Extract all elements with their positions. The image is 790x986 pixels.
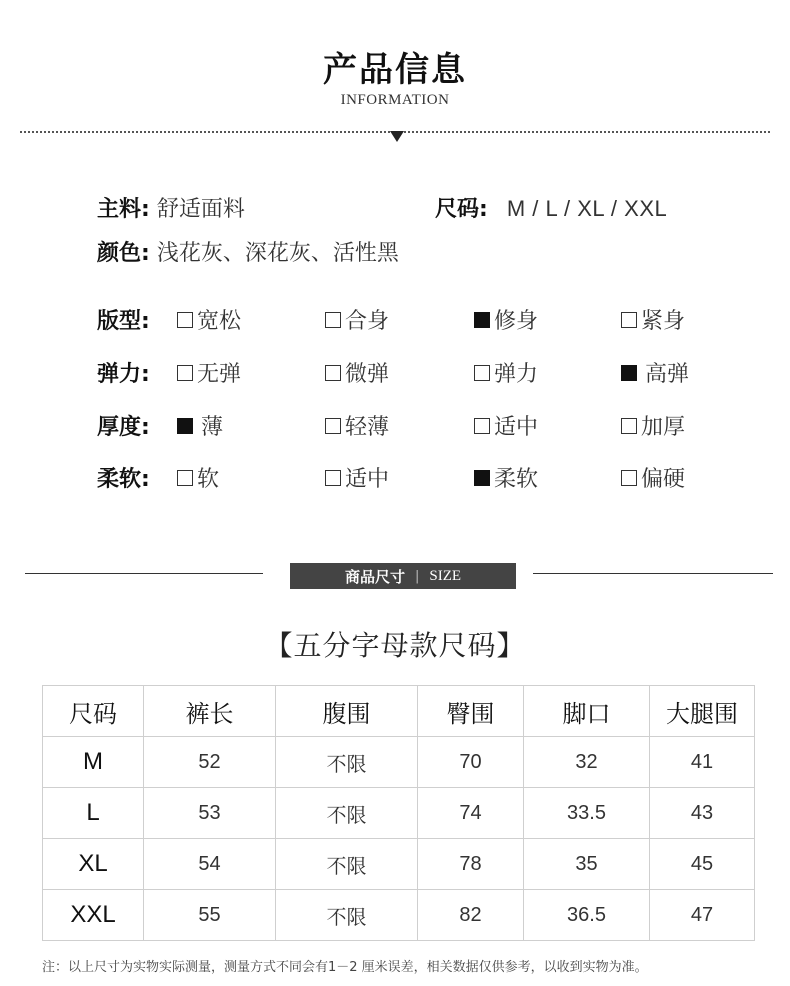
size-row <box>435 192 667 223</box>
checkbox-icon <box>474 418 490 434</box>
color-value: 浅花灰、深花灰、活性黑 <box>156 241 399 266</box>
option-label: 合身 <box>345 309 390 334</box>
option-label: 高弹 <box>645 362 690 387</box>
option-label: 轻薄 <box>345 415 390 440</box>
page-title: 产品信息 <box>323 50 467 90</box>
color-label: 颜色: <box>97 241 150 266</box>
size-table-title: 【五分字母款尺码】 <box>264 629 526 662</box>
cell-size: XXL <box>43 890 144 941</box>
table-row <box>43 890 755 941</box>
elasticity-option-slight <box>325 357 389 388</box>
cell-thigh: 45 <box>650 839 755 890</box>
checkbox-checked-icon <box>621 365 637 381</box>
cell-length: 52 <box>144 737 276 788</box>
softness-option-stiff <box>621 462 685 493</box>
cell-hem: 33.5 <box>524 788 650 839</box>
fit-option-slim <box>474 304 538 335</box>
thickness-option-medium <box>474 410 538 441</box>
option-label: 宽松 <box>197 309 242 334</box>
header-thigh: 大腿围 <box>650 686 755 737</box>
softness-label: 柔软: <box>97 467 150 492</box>
elasticity-option-none <box>177 357 241 388</box>
checkbox-icon <box>474 365 490 381</box>
table-row <box>43 839 755 890</box>
fit-label: 版型: <box>97 309 150 334</box>
thickness-option-light <box>325 410 389 441</box>
table-row <box>43 788 755 839</box>
material-value: 舒适面料 <box>156 197 245 222</box>
checkbox-icon <box>621 418 637 434</box>
cell-size: M <box>43 737 144 788</box>
cell-length: 53 <box>144 788 276 839</box>
section-divider-right <box>533 573 773 574</box>
header-size: 尺码 <box>43 686 144 737</box>
option-label: 柔软 <box>494 467 539 492</box>
softness-option-medium <box>325 462 389 493</box>
checkbox-checked-icon <box>474 470 490 486</box>
thickness-option-thin <box>177 410 223 441</box>
option-label: 弹力 <box>494 362 539 387</box>
checkbox-icon <box>177 312 193 328</box>
table-header-row <box>43 686 755 737</box>
banner-label-cn: 商品尺寸 <box>344 567 405 586</box>
header-hip: 臀围 <box>418 686 524 737</box>
section-divider-left <box>25 573 263 574</box>
softness-option-supple <box>474 462 538 493</box>
option-label: 软 <box>197 467 220 492</box>
header-length: 裤长 <box>144 686 276 737</box>
material-row <box>97 192 245 223</box>
checkbox-icon <box>325 470 341 486</box>
cell-waist: 不限 <box>276 737 418 788</box>
measurement-note: 注：以上尺寸为实物实际测量，测量方式不同会有1－2 厘米误差，相关数据仅供参考，以收到实物为准。 <box>42 960 648 975</box>
page-subtitle: INFORMATION <box>340 92 450 108</box>
option-label: 薄 <box>201 415 224 440</box>
checkbox-icon <box>621 312 637 328</box>
cell-length: 55 <box>144 890 276 941</box>
fit-option-tight <box>621 304 685 335</box>
option-label: 加厚 <box>641 415 686 440</box>
cell-thigh: 43 <box>650 788 755 839</box>
elasticity-option-high <box>621 357 689 388</box>
table-row <box>43 737 755 788</box>
cell-waist: 不限 <box>276 788 418 839</box>
option-label: 微弹 <box>345 362 390 387</box>
cell-waist: 不限 <box>276 890 418 941</box>
checkbox-icon <box>325 365 341 381</box>
header-waist: 腹围 <box>276 686 418 737</box>
option-label: 修身 <box>494 309 539 334</box>
size-label: 尺码: <box>435 197 488 222</box>
cell-thigh: 41 <box>650 737 755 788</box>
option-label: 偏硬 <box>641 467 686 492</box>
softness-option-soft <box>177 462 219 493</box>
checkbox-icon <box>325 418 341 434</box>
cell-length: 54 <box>144 839 276 890</box>
checkbox-icon <box>177 470 193 486</box>
option-label: 无弹 <box>197 362 242 387</box>
color-row <box>97 236 399 267</box>
header-hem: 脚口 <box>524 686 650 737</box>
elasticity-label: 弹力: <box>97 362 150 387</box>
checkbox-icon <box>325 312 341 328</box>
fit-option-loose <box>177 304 241 335</box>
cell-hip: 82 <box>418 890 524 941</box>
option-label: 适中 <box>494 415 539 440</box>
checkbox-icon <box>177 365 193 381</box>
checkbox-checked-icon <box>474 312 490 328</box>
cell-hem: 35 <box>524 839 650 890</box>
fit-option-regular <box>325 304 389 335</box>
checkbox-icon <box>621 470 637 486</box>
thickness-label: 厚度: <box>97 415 150 440</box>
size-value: M / L / XL / XXL <box>506 196 668 221</box>
thickness-option-thick <box>621 410 685 441</box>
material-label: 主料: <box>97 197 150 222</box>
checkbox-checked-icon <box>177 418 193 434</box>
cell-hem: 32 <box>524 737 650 788</box>
size-table <box>42 685 755 941</box>
triangle-down-icon <box>390 131 404 142</box>
size-section-banner <box>290 563 516 589</box>
cell-hip: 70 <box>418 737 524 788</box>
option-label: 紧身 <box>641 309 686 334</box>
cell-size: L <box>43 788 144 839</box>
option-label: 适中 <box>345 467 390 492</box>
banner-separator: | <box>414 568 420 584</box>
cell-waist: 不限 <box>276 839 418 890</box>
cell-hip: 78 <box>418 839 524 890</box>
cell-thigh: 47 <box>650 890 755 941</box>
elasticity-option-elastic <box>474 357 538 388</box>
banner-label-en: SIZE <box>429 567 462 584</box>
cell-hem: 36.5 <box>524 890 650 941</box>
cell-size: XL <box>43 839 144 890</box>
cell-hip: 74 <box>418 788 524 839</box>
